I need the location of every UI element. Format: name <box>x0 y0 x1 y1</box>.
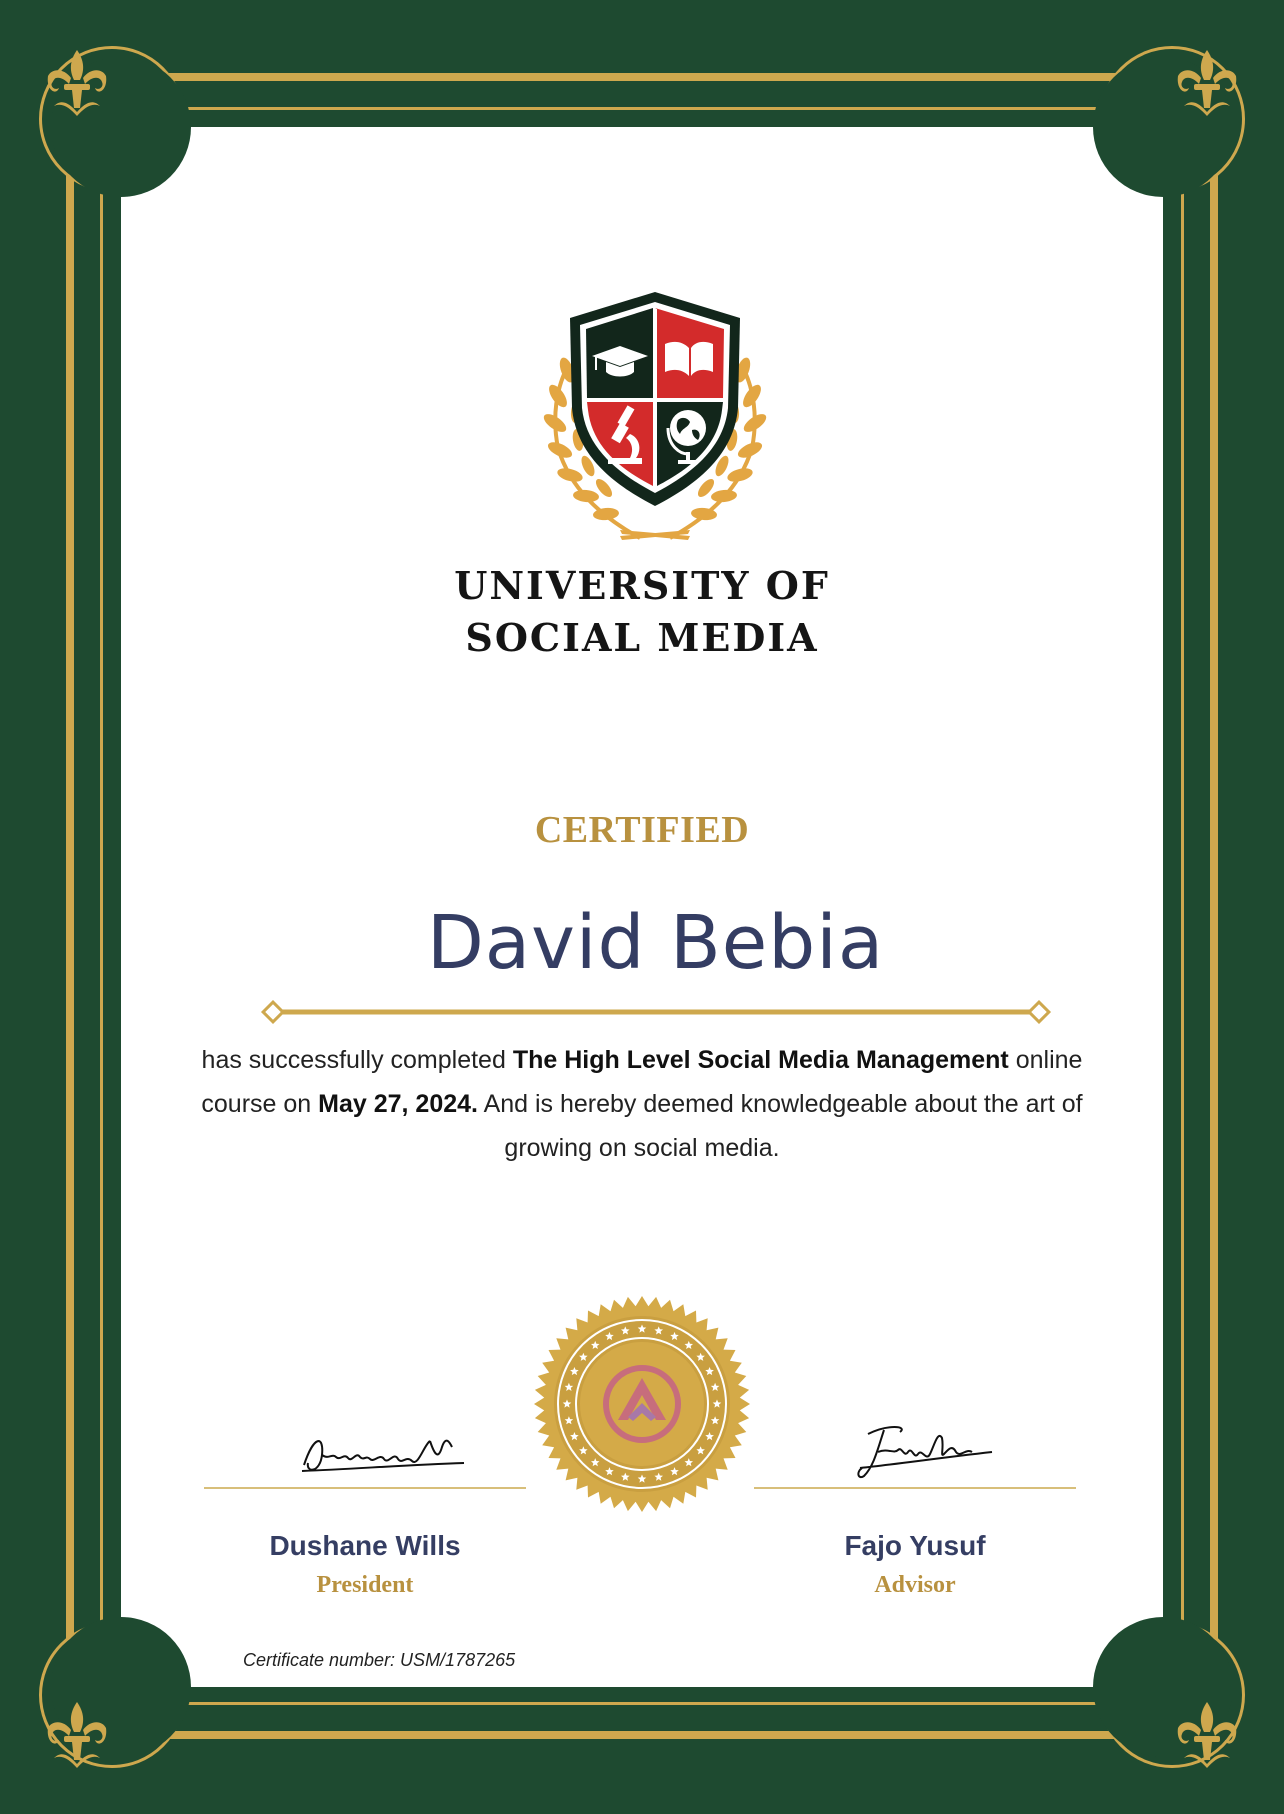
signature-dushane-wills <box>294 1425 474 1485</box>
advisor-title: Advisor <box>874 1572 956 1598</box>
signature-line-president <box>204 1487 526 1489</box>
fleur-de-lis-icon <box>42 46 112 116</box>
advisor-name: Fajo Yusuf <box>844 1530 986 1561</box>
gold-seal-badge <box>533 1295 751 1513</box>
fleur-de-lis-icon <box>1172 46 1242 116</box>
course-name: The High Level Social Media Management <box>512 1046 1009 1074</box>
recipient-name: David Bebia <box>426 900 885 986</box>
certificate-number: Certificate number: USM/1787265 <box>243 1650 516 1670</box>
gold-divider <box>260 1000 1052 1024</box>
completion-date: May 27, 2024. <box>318 1090 478 1118</box>
president-title: President <box>316 1572 414 1598</box>
fleur-de-lis-icon <box>1172 1698 1242 1768</box>
university-name-line2: SOCIAL MEDIA <box>465 615 819 660</box>
completion-statement <box>192 1038 1092 1170</box>
university-crest-logo <box>520 288 790 543</box>
statement-text: has successfully completed <box>201 1046 513 1074</box>
statement-text: online course on <box>201 1046 1083 1118</box>
fleur-de-lis-icon <box>42 1698 112 1768</box>
signature-line-advisor <box>754 1487 1076 1489</box>
certificate-heading: CERTIFIED <box>534 809 750 851</box>
statement-text: And is hereby deemed knowledgeable about the art of growing on social media. <box>478 1090 1083 1162</box>
president-name: Dushane Wills <box>269 1530 461 1561</box>
university-name-line1: UNIVERSITY OF <box>454 563 830 608</box>
signature-fajo-yusuf <box>848 1418 998 1488</box>
